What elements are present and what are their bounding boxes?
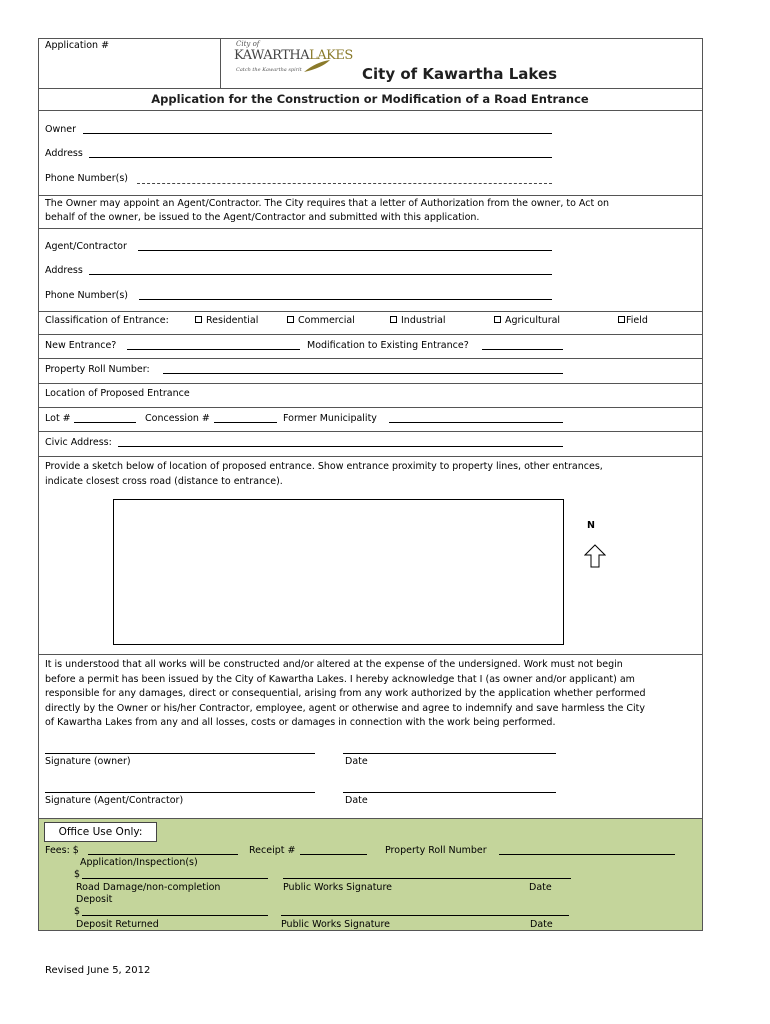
divider [38,334,703,335]
deposit-returned-amount-field[interactable] [82,915,268,916]
lot-label: Lot # [45,413,71,424]
logo-tagline: Catch the Kawartha spirit [236,67,302,73]
option-label: Industrial [401,315,446,326]
classification-label: Classification of Entrance: [45,315,169,326]
north-label: N [587,520,595,531]
checkbox-icon [390,316,397,323]
checkbox-icon [618,316,625,323]
city-logo [230,40,353,80]
new-entrance-label: New Entrance? [45,340,117,351]
divider [38,456,703,457]
divider [38,228,703,229]
civic-address-field[interactable] [118,446,563,447]
sketch-instructions: Provide a sketch below of location of proposed entrance. Show entrance proximity to property lines, other entrances, [45,461,603,472]
dollar-sign: $ [74,869,81,880]
office-property-roll-label: Property Roll Number [385,845,487,856]
fees-label: Fees: $ [45,845,79,856]
app-inspection-label: Application/Inspection(s) [80,857,198,868]
former-municipality-field[interactable] [389,422,563,423]
sketch-area[interactable] [113,499,564,645]
owner-phone-label: Phone Number(s) [45,173,128,184]
checkbox-icon [287,316,294,323]
checkbox-icon [195,316,202,323]
divider [38,110,703,111]
checkbox-industrial[interactable] [390,315,446,327]
checkbox-icon [494,316,501,323]
deposit-label: Deposit [76,894,113,905]
logo-city-of: City of [236,40,260,48]
revised-date: Revised June 5, 2012 [45,965,151,976]
checkbox-residential[interactable] [195,315,258,327]
property-roll-label: Property Roll Number: [45,364,150,375]
option-label: Field [626,315,648,326]
owner-label: Owner [45,124,77,135]
civic-address-label: Civic Address: [45,437,112,448]
deposit-returned-label: Deposit Returned [76,919,159,930]
public-works-signature-label: Public Works Signature [283,882,392,893]
divider [38,311,703,312]
agreement-text: of Kawartha Lakes from any and all losses, costs or damages in connection with the work being performed. [45,717,556,728]
agreement-text: responsible for any damages, direct or consequential, arising from any work authorized by the application whether performed [45,688,646,699]
agent-address-field[interactable] [89,274,552,275]
divider [38,88,703,89]
agent-field[interactable] [138,250,552,251]
location-label: Location of Proposed Entrance [45,388,190,399]
public-works-signature-label: Public Works Signature [281,919,390,930]
option-label: Agricultural [505,315,561,326]
agent-phone-label: Phone Number(s) [45,290,128,301]
logo-wordmark [234,48,353,63]
office-use-title: Office Use Only: [44,822,157,842]
owner-signature-field[interactable] [45,753,315,754]
receipt-field[interactable] [300,854,367,855]
option-label: Residential [206,315,259,326]
divider [38,195,703,196]
divider [38,358,703,359]
road-damage-label: Road Damage/non-completion [76,882,221,893]
agent-date-field[interactable] [343,792,556,793]
lot-field[interactable] [74,422,136,423]
owner-signature-label: Signature (owner) [45,756,131,767]
divider [38,431,703,432]
new-entrance-field[interactable] [127,349,300,350]
modification-field[interactable] [482,349,563,350]
agent-note-line: The Owner may appoint an Agent/Contractor. The City requires that a letter of Authorization from the owner, to Act on [45,198,610,209]
checkbox-agricultural[interactable] [494,315,560,327]
concession-label: Concession # [145,413,210,424]
office-date-label: Date [529,882,552,893]
dollar-sign: $ [74,906,81,917]
divider [38,407,703,408]
agent-phone-field[interactable] [139,299,552,300]
former-municipality-label: Former Municipality [283,413,377,424]
owner-phone-field[interactable] [137,183,552,184]
office-date-label: Date [530,919,553,930]
agreement-text: directly by the Owner or his/her Contractor, employee, agent or otherwise and agree to indemnify and save harmless the City [45,703,645,714]
logo-lakes: LAKES [309,48,353,63]
owner-address-field[interactable] [89,157,552,158]
modification-label: Modification to Existing Entrance? [307,340,469,351]
agreement-text: before a permit has been issued by the City of Kawartha Lakes. I hereby acknowledge that I (as owner and/or applicant) am [45,674,635,685]
divider [38,654,703,655]
checkbox-commercial[interactable] [287,315,355,327]
owner-date-field[interactable] [343,753,556,754]
form-title: Application for the Construction or Modification of a Road Entrance [151,92,589,106]
logo-feather-icon [302,58,332,74]
agent-label: Agent/Contractor [45,241,127,252]
receipt-label: Receipt # [249,845,296,856]
road-damage-amount-field[interactable] [82,878,268,879]
checkbox-field[interactable] [618,315,648,327]
agent-signature-label: Signature (Agent/Contractor) [45,795,184,806]
owner-address-label: Address [45,148,83,159]
divider [38,383,703,384]
agent-note-line: behalf of the owner, be issued to the Agent/Contractor and submitted with this application. [45,212,480,223]
org-title: City of Kawartha Lakes [362,65,558,83]
option-label: Commercial [298,315,355,326]
divider [38,818,703,819]
logo-kawartha: KAWARTHA [234,48,310,63]
date-label: Date [345,756,368,767]
north-arrow-icon [584,544,606,568]
road-damage-signature-field[interactable] [283,878,571,879]
sketch-instructions: indicate closest cross road (distance to entrance). [45,476,283,487]
owner-field[interactable] [83,133,552,134]
deposit-returned-signature-field[interactable] [281,915,569,916]
fees-field[interactable] [88,854,238,855]
agreement-text: It is understood that all works will be constructed and/or altered at the expense of the undersigned. Work must not begin [45,659,623,670]
agent-address-label: Address [45,265,83,276]
property-roll-field[interactable] [163,373,563,374]
office-property-roll-field[interactable] [499,854,675,855]
agent-signature-field[interactable] [45,792,315,793]
application-number-label: Application # [45,40,110,51]
concession-field[interactable] [214,422,277,423]
header-divider [220,38,221,88]
date-label: Date [345,795,368,806]
